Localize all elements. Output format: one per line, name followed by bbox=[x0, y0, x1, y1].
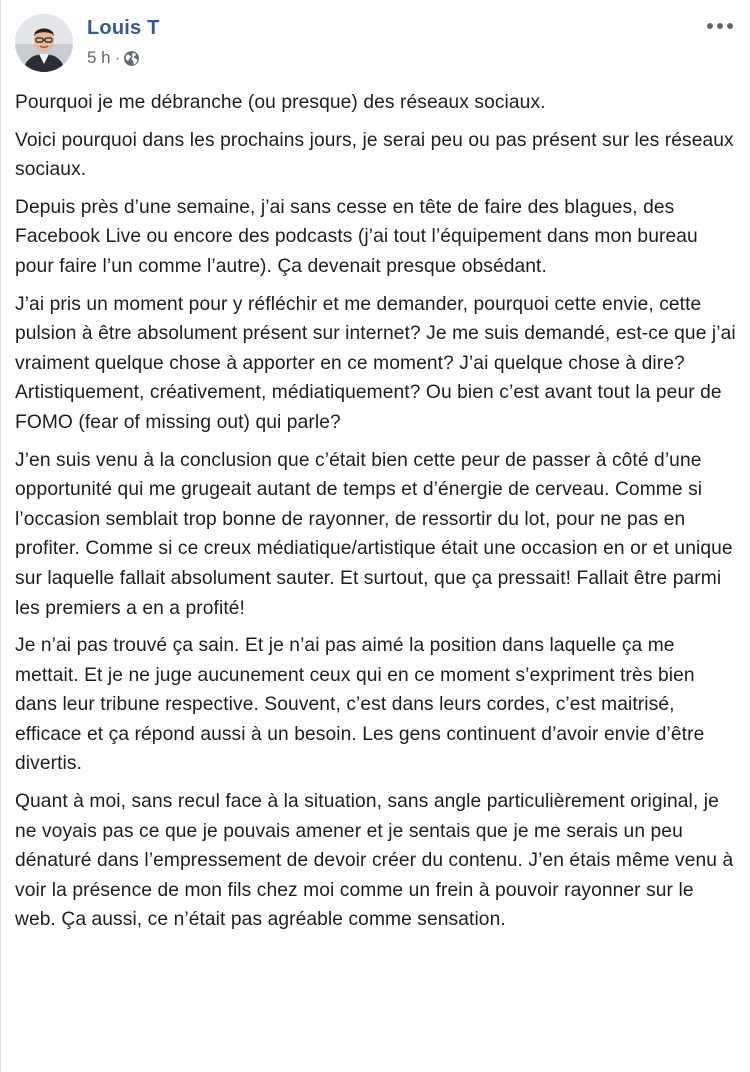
post-body bbox=[15, 88, 739, 943]
post-paragraph: Voici pourquoi dans les prochains jours, je serai peu ou pas présent sur les réseaux sociaux. bbox=[15, 129, 734, 181]
post-paragraph: Depuis près d’une semaine, j’ai sans cesse en tête de faire des blagues, des Facebook Live ou encore des podcasts (j’ai tout l’équipement dans mon bureau pour faire l’un comme l’autre). Ça devenait presque obsédant. bbox=[15, 196, 698, 277]
avatar[interactable] bbox=[15, 14, 73, 72]
post-paragraph: Pourquoi je me débranche (ou presque) des réseaux sociaux. bbox=[15, 92, 546, 113]
post-paragraph: Je n’ai pas trouvé ça sain. Et je n’ai pas aimé la position dans laquelle ça me mettait. Et je ne juge aucunement ceux qui en ce moment s’expriment très bien dans leur tribune respective. Souvent, c’est dans leurs cordes, c’est maitrisé, efficace et ça répond aussi à un besoin. Les gens continuent d’avoir envie d’être divertis. bbox=[15, 635, 705, 775]
author-name[interactable]: Louis T bbox=[87, 17, 160, 39]
more-options-icon[interactable] bbox=[704, 16, 736, 36]
post-meta bbox=[87, 48, 140, 68]
post-paragraph: J’ai pris un moment pour y réfléchir et me demander, pourquoi cette envie, cette pulsion à être absolument présent sur internet? Je me suis demandé, est-ce que j’ai vraiment quelque chose à apporter en ce moment? J’ai quelque chose à dire? Artistiquement, créativement, médiatiquement? Ou bien c’est avant tout la peur de FOMO (fear of missing out) qui parle? bbox=[15, 293, 736, 433]
post-paragraph: Quant à moi, sans recul face à la situation, sans angle particulièrement original, je ne voyais pas ce que je pouvais amener et je sentais que je me serais un peu dénaturé dans l’empressement de devoir créer du contenu. J’en étais même venu à voir la présence de mon fils chez moi comme un frein à pouvoir rayonner sur le web. Ça aussi, ce n’était pas agréable comme sensation. bbox=[15, 791, 734, 931]
globe-icon[interactable] bbox=[123, 50, 140, 67]
post-paragraph: J’en suis venu à la conclusion que c’était bien cette peur de passer à côté d’une opportunité qui me grugeait autant de temps et d’énergie de cerveau. Comme si l’occasion semblait trop bonne de rayonner, de ressortir du lot, pour ne pas en profiter. Comme si ce creux médiatique/artistique était une occasion en or et unique sur laquelle fallait absolument sauter. Et surtout, que ça pressait! Fallait être parmi les premiers a en a profité! bbox=[15, 449, 733, 619]
post-timestamp[interactable]: 5 h bbox=[87, 48, 111, 67]
meta-separator: · bbox=[114, 48, 121, 67]
avatar-photo-icon bbox=[15, 14, 73, 72]
post-header bbox=[15, 12, 750, 76]
